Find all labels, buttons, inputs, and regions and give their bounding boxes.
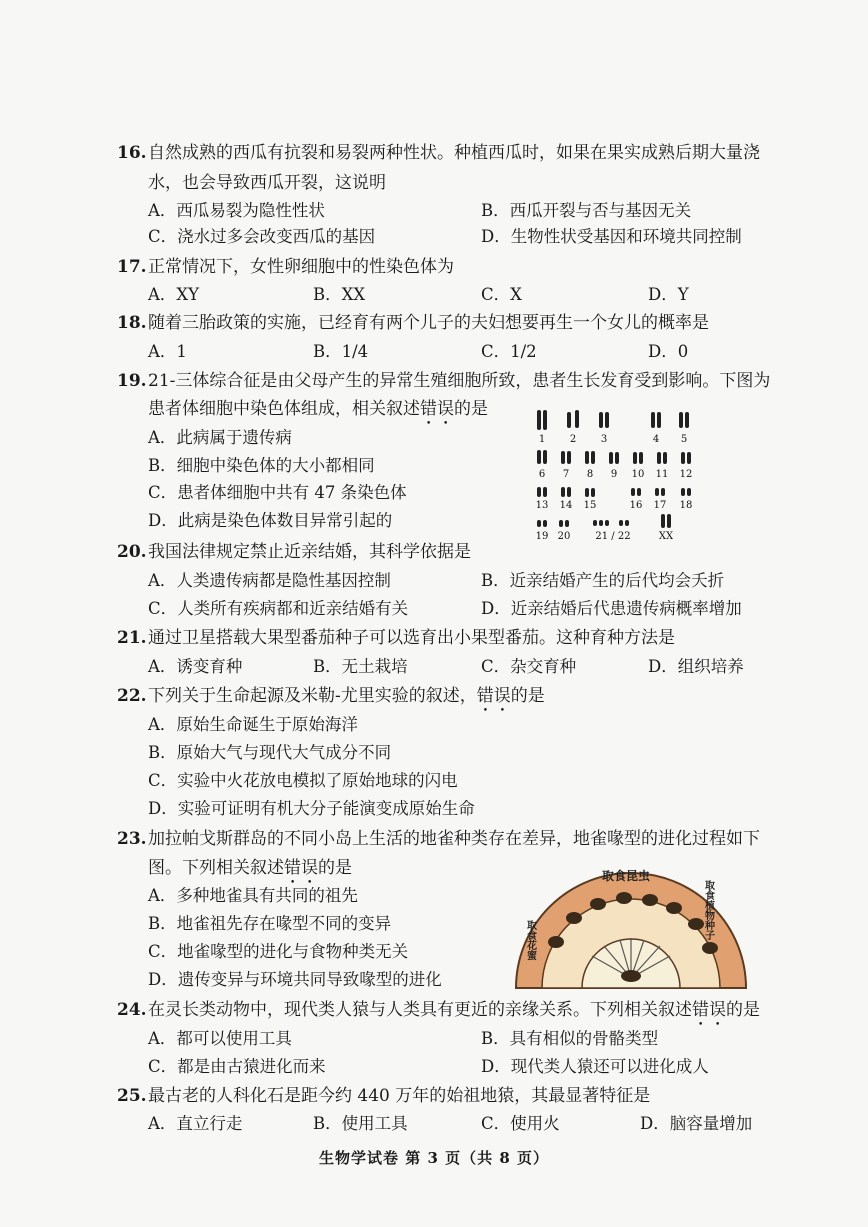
option: D．0 <box>648 342 689 361</box>
option: B．1/4 <box>313 342 369 361</box>
option: B．原始大气与现代大气成分不同 <box>148 743 392 762</box>
option: B．无土栽培 <box>313 657 408 676</box>
karyotype-label: 16 <box>629 500 643 511</box>
question-stem: 21-三体综合征是由父母产生的异常生殖细胞所致，患者生长发育受到影响。下图为 <box>148 371 771 391</box>
emphasis-word: 错误 <box>284 858 318 878</box>
question-stem: 随着三胎政策的实施，已经育有两个儿子的夫妇想要再生一个女儿的概率是 <box>148 313 709 333</box>
option: C．都是由古猿进化而来 <box>148 1057 326 1076</box>
karyotype-label: 7 <box>562 469 570 480</box>
beak-label-top: 取食昆虫 <box>602 869 651 883</box>
question-number: 21. <box>117 628 147 648</box>
option: A．此病属于遗传病 <box>148 428 292 447</box>
option: B．地雀祖先存在喙型不同的变异 <box>148 914 392 933</box>
page-footer: 生物学试卷 第 3 页（共 8 页） <box>319 1149 549 1167</box>
option: B．使用工具 <box>313 1114 408 1133</box>
question-stem: 我国法律规定禁止近亲结婚，其科学依据是 <box>148 542 471 562</box>
option: C．人类所有疾病都和近亲结婚有关 <box>148 599 409 618</box>
question-number: 23. <box>117 829 147 849</box>
option: D．遗传变异与环境共同导致喙型的进化 <box>148 970 442 989</box>
option: D．实验可证明有机大分子能演变成原始生命 <box>148 799 475 818</box>
question-stem: 加拉帕戈斯群岛的不同小岛上生活的地雀种类存在差异，地雀喙型的进化过程如下 <box>148 829 760 849</box>
option: A．多种地雀具有共同的祖先 <box>148 886 358 905</box>
question-stem: 通过卫星搭载大果型番茄种子可以选育出小果型番茄。这种育种方法是 <box>148 628 675 648</box>
karyotype-label: 6 <box>538 469 546 480</box>
option: A．诱变育种 <box>148 657 243 676</box>
option: A．XY <box>148 285 200 304</box>
option: D．组织培养 <box>648 657 744 676</box>
option: C．实验中火花放电模拟了原始地球的闪电 <box>148 771 458 790</box>
option: A．人类遗传病都是隐性基因控制 <box>148 571 391 590</box>
karyotype-label: 11 <box>655 469 669 480</box>
karyotype-label: 12 <box>679 469 693 480</box>
option: B．西瓜开裂与否与基因无关 <box>481 201 692 220</box>
option: C．患者体细胞中共有 47 条染色体 <box>148 483 407 502</box>
question-number: 18. <box>117 313 147 333</box>
karyotype-label: 9 <box>610 469 618 480</box>
karyotype-label: 1 <box>538 434 546 445</box>
karyotype-label: 13 <box>535 500 549 511</box>
emphasis-word: 错误 <box>420 399 454 419</box>
question-number: 20. <box>117 542 147 562</box>
question-stem: 在灵长类动物中，现代类人猿与人类具有更近的亲缘关系。下列相关叙述错误的是 <box>148 1000 760 1020</box>
option: C．1/2 <box>481 342 537 361</box>
question-number: 25. <box>117 1086 147 1106</box>
option: D．Y <box>648 285 689 304</box>
question-number: 22. <box>117 686 147 706</box>
option: A．西瓜易裂为隐性性状 <box>148 201 325 220</box>
karyotype-label: 4 <box>652 434 660 445</box>
option: D．脑容量增加 <box>640 1114 753 1133</box>
option: C．使用火 <box>481 1114 560 1133</box>
karyotype-label: 3 <box>600 434 608 445</box>
beak-label-left: 取食花蜜 <box>524 920 536 960</box>
question-stem: 图。下列相关叙述错误的是 <box>148 858 352 878</box>
karyotype-label: XX <box>658 531 674 542</box>
question-stem: 最古老的人科化石是距今约 440 万年的始祖地猿，其最显著特征是 <box>148 1086 651 1106</box>
emphasis-word: 错误 <box>692 1000 726 1020</box>
option: D．生物性状受基因和环境共同控制 <box>481 227 742 246</box>
karyotype-label: 5 <box>680 434 688 445</box>
option: C．杂交育种 <box>481 657 577 676</box>
karyotype-figure <box>527 402 707 552</box>
question-stem: 下列关于生命起源及米勒-尤里实验的叙述，错误的是 <box>148 686 545 706</box>
question-number: 16. <box>117 143 147 163</box>
question-number: 24. <box>117 1000 147 1020</box>
option: D．现代类人猿还可以进化成人 <box>481 1057 709 1076</box>
option: C．浇水过多会改变西瓜的基因 <box>148 227 376 246</box>
karyotype-label: 17 <box>653 500 667 511</box>
option: C．X <box>481 285 522 304</box>
option: B．近亲结婚产生的后代均会夭折 <box>481 571 725 590</box>
karyotype-label: 2 <box>569 434 577 445</box>
question-stem: 患者体细胞中染色体组成，相关叙述错误的是 <box>148 399 488 419</box>
beak-label-right: 取食植物种子 <box>702 880 714 940</box>
karyotype-label: 15 <box>583 500 597 511</box>
question-stem: 自然成熟的西瓜有抗裂和易裂两种性状。种植西瓜时，如果在果实成熟后期大量浇 <box>148 143 760 163</box>
option: A．直立行走 <box>148 1114 243 1133</box>
option: D．近亲结婚后代患遗传病概率增加 <box>481 599 742 618</box>
karyotype-label: 18 <box>679 500 693 511</box>
option: D．此病是染色体数目异常引起的 <box>148 511 393 530</box>
karyotype-label: 8 <box>586 469 594 480</box>
karyotype-label: 20 <box>557 531 571 542</box>
option: B．XX <box>313 285 366 304</box>
emphasis-word: 错误 <box>476 686 511 706</box>
karyotype-label: 21 / 22 <box>595 531 631 542</box>
option: B．细胞中染色体的大小都相同 <box>148 456 375 475</box>
question-number: 17. <box>117 257 147 277</box>
option: A．都可以使用工具 <box>148 1029 292 1048</box>
karyotype-label: 19 <box>535 531 549 542</box>
question-stem: 水，也会导致西瓜开裂，这说明 <box>148 173 386 193</box>
option: A．1 <box>148 342 187 361</box>
karyotype-label: 14 <box>559 500 573 511</box>
option: A．原始生命诞生于原始海洋 <box>148 715 358 734</box>
beak-evolution-figure <box>512 860 750 990</box>
option: C．地雀喙型的进化与食物种类无关 <box>148 942 409 961</box>
question-stem: 正常情况下，女性卵细胞中的性染色体为 <box>148 257 454 277</box>
karyotype-label: 10 <box>631 469 645 480</box>
option: B．具有相似的骨骼类型 <box>481 1029 659 1048</box>
question-number: 19. <box>117 371 147 391</box>
